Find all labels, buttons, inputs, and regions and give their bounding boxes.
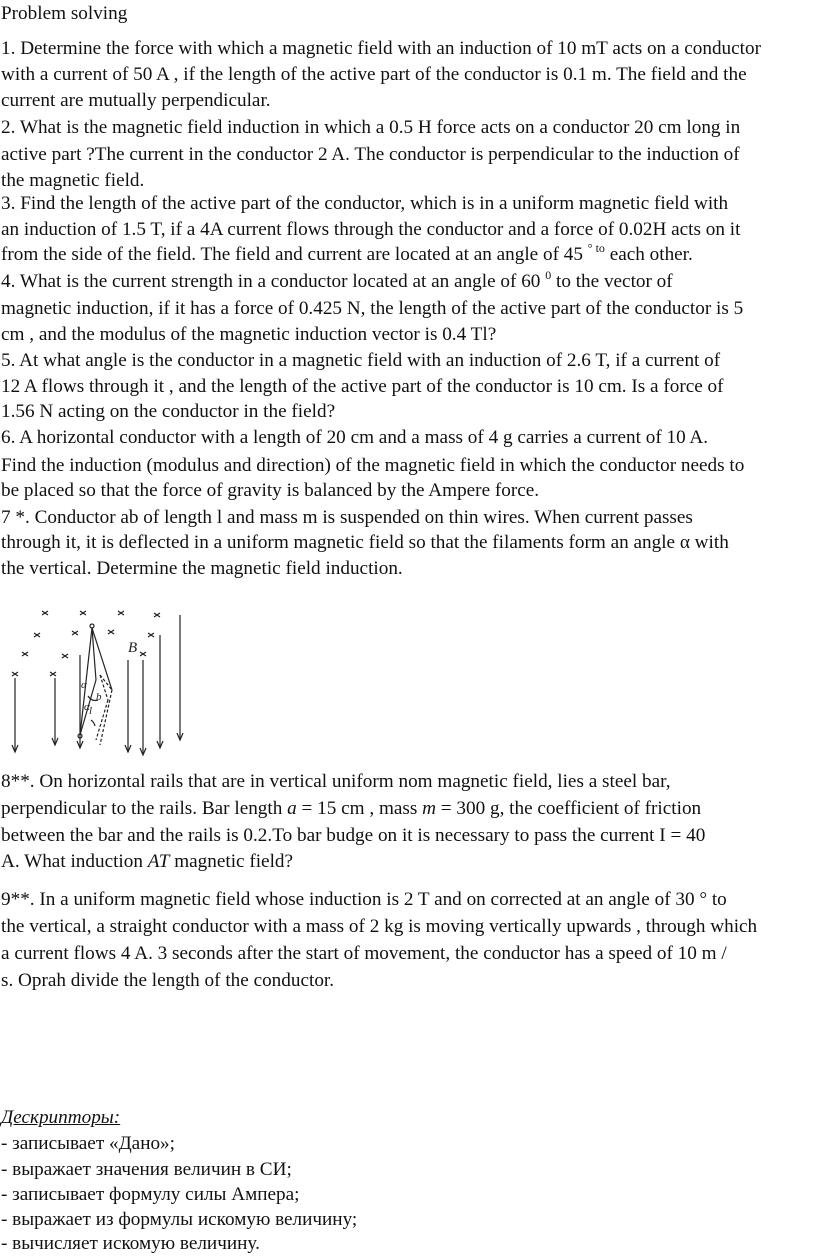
problem-8-text-mid: = 15 cm , mass <box>296 798 423 819</box>
problem-3-text: from the side of the field. The field and current are located at an angle of 45 <box>1 244 588 265</box>
problem-2-line-1: 2. What is the magnetic field induction in which a 0.5 H force acts on a conductor 20 cm long in <box>1 117 741 138</box>
problem-8-text: perpendicular to the rails. Bar length <box>1 798 288 819</box>
point-label-b: b <box>96 691 102 703</box>
problem-5-line-2: 12 A flows through it , and the length of the active part of the conductor is 10 cm. Is a force of <box>1 376 724 397</box>
problem-6-line-1: 6. A horizontal conductor with a length of 20 cm and a mass of 4 g carries a current of 10 A. <box>1 427 709 448</box>
descriptor-item: - вычисляет искомую величину. <box>1 1233 260 1254</box>
problem-4-line-2: magnetic induction, if it has a force of 0.425 N, the length of the active part of the conductor is 5 <box>1 298 744 319</box>
problem-7-line-2: through it, it is deflected in a uniform magnetic field so that the filaments form an angle α with <box>1 532 729 553</box>
variable-m: m <box>422 798 436 819</box>
field-cross-markers <box>12 611 160 676</box>
problem-3-line-1: 3. Find the length of the active part of the conductor, which is in a uniform magnetic field with <box>1 193 729 214</box>
problem-3-line-3 <box>1 241 693 267</box>
problem-3-line-2: an induction of 1.5 T, if a 4A current flows through the conductor and a force of 0.02H acts on it <box>1 219 741 240</box>
length-label-l: l <box>89 705 93 717</box>
problem-3-text-end: each other. <box>604 244 693 265</box>
problem-7-line-1: 7 *. Conductor ab of length l and mass m is suspended on thin wires. When current passes <box>1 507 693 528</box>
field-label-b: B <box>128 640 138 656</box>
problem-1-line-3: current are mutually perpendicular. <box>1 90 271 111</box>
problem-6-line-3: be placed so that the force of gravity is balanced by the Ampere force. <box>1 480 540 501</box>
problem-2-line-3: the magnetic field. <box>1 170 145 191</box>
descriptor-item: - выражает значения величин в СИ; <box>1 1159 292 1180</box>
angle-label-1: α <box>81 679 87 691</box>
problem-8-line-1: 8**. On horizontal rails that are in vertical uniform nom magnetic field, lies a steel bar, <box>1 771 671 792</box>
descriptor-item: - записывает формулу силы Ампера; <box>1 1184 300 1205</box>
degree-superscript: 0 <box>545 268 552 282</box>
problem-9-line-4: s. Oprah divide the length of the conductor. <box>1 970 335 991</box>
variable-at: AT <box>147 851 170 872</box>
variable-a: a <box>287 798 297 819</box>
problem-6-line-2: Find the induction (modulus and direction) of the magnetic field in which the conductor needs to <box>1 455 745 476</box>
problem-4-line-3: cm , and the modulus of the magnetic induction vector is 0.4 Tl? <box>1 324 497 345</box>
angle-label-2: α <box>84 701 90 713</box>
problem-5-line-1: 5. At what angle is the conductor in a magnetic field with an induction of 2.6 T, if a current of <box>1 350 721 371</box>
problem-2-line-2: active part ?The current in the conductor 2 A. The conductor is perpendicular to the induction of <box>1 144 740 165</box>
problem-5-line-3: 1.56 N acting on the conductor in the field? <box>1 401 336 422</box>
problem-9-line-3: a current flows 4 A. 3 seconds after the start of movement, the conductor has a speed of 10 m / <box>1 943 727 964</box>
problem-4-text-end: to the vector of <box>551 271 673 292</box>
problem-8-line-4 <box>1 851 293 873</box>
problem-8-text-end: = 300 g, the coefficient of friction <box>435 798 702 819</box>
descriptor-item: - выражает из формулы искомую величину; <box>1 1209 358 1230</box>
problem-4-text: 4. What is the current strength in a conductor located at an angle of 60 <box>1 271 546 292</box>
problem-9-line-1: 9**. In a uniform magnetic field whose induction is 2 T and on corrected at an angle of 30 ° to <box>1 889 727 910</box>
magnetic-field-figure <box>0 600 200 760</box>
problem-1-line-2: with a current of 50 A , if the length of the active part of the conductor is 0.1 m. The field and the <box>1 64 747 85</box>
problem-8-text-4: A. What induction <box>1 851 148 872</box>
page-title: Problem solving <box>1 3 128 24</box>
descriptors-heading: Дескрипторы: <box>1 1107 121 1128</box>
problem-9-line-2: the vertical, a straight conductor with a mass of 2 kg is moving vertically upwards , through which <box>1 916 758 937</box>
problem-8-text-4-end: magnetic field? <box>169 851 294 872</box>
problem-1-line-1: 1. Determine the force with which a magnetic field with an induction of 10 mT acts on a conductor <box>1 38 761 59</box>
problem-4-line-1 <box>1 268 673 294</box>
problem-8-line-3: between the bar and the rails is 0.2.To bar budge on it is necessary to pass the current I = 40 <box>1 825 706 846</box>
degree-superscript: ° to <box>587 241 605 255</box>
problem-7-line-3: the vertical. Determine the magnetic field induction. <box>1 558 403 579</box>
problem-8-line-2 <box>1 798 701 820</box>
descriptor-item: - записывает «Дано»; <box>1 1133 175 1154</box>
